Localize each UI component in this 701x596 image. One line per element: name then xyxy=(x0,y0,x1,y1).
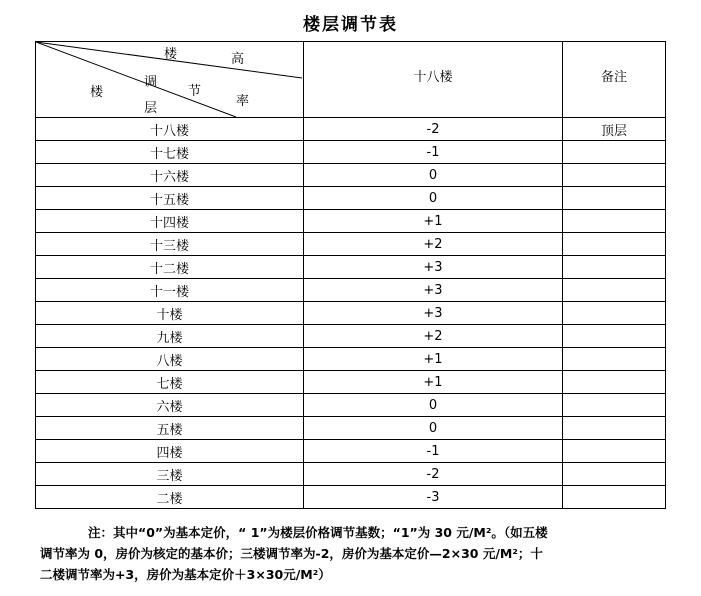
remark-cell xyxy=(563,256,666,279)
footnote xyxy=(40,522,665,585)
rate-cell: +3 xyxy=(304,302,563,325)
table-row xyxy=(36,141,666,164)
remark-cell xyxy=(563,486,666,509)
remark-cell xyxy=(563,141,666,164)
remark-cell xyxy=(563,233,666,256)
floor-cell: 七楼 xyxy=(36,371,304,394)
rate-cell: 0 xyxy=(304,394,563,417)
floor-cell: 三楼 xyxy=(36,463,304,486)
diagonal-header-cell xyxy=(36,42,304,118)
floor-cell: 十楼 xyxy=(36,302,304,325)
remark-cell xyxy=(563,440,666,463)
floor-cell: 二楼 xyxy=(36,486,304,509)
page-title: 楼层调节表 xyxy=(303,15,398,35)
table-row xyxy=(36,394,666,417)
floor-cell: 十八楼 xyxy=(36,118,304,141)
diag-label-mid-2: 节 xyxy=(188,84,202,99)
floor-cell: 十二楼 xyxy=(36,256,304,279)
floor-cell: 五楼 xyxy=(36,417,304,440)
rate-cell: +1 xyxy=(304,210,563,233)
rate-cell: 0 xyxy=(304,187,563,210)
floor-cell: 十三楼 xyxy=(36,233,304,256)
table-row xyxy=(36,463,666,486)
footnote-line-2: 调节率为 0，房价为核定的基本价；三楼调节率为-2，房价为基本定价—2×30 元/M²；十 xyxy=(40,546,543,561)
diag-label-top-2: 高 xyxy=(231,52,245,67)
rate-cell: -2 xyxy=(304,463,563,486)
table-row xyxy=(36,325,666,348)
remark-cell xyxy=(563,348,666,371)
table-row xyxy=(36,279,666,302)
floor-cell: 六楼 xyxy=(36,394,304,417)
remark-cell xyxy=(563,302,666,325)
rate-cell: -3 xyxy=(304,486,563,509)
footnote-line-3: 二楼调节率为+3，房价为基本定价＋3×30元/M²） xyxy=(40,567,331,582)
remark-cell xyxy=(563,371,666,394)
rate-cell: 0 xyxy=(304,164,563,187)
remark-cell xyxy=(563,325,666,348)
rate-cell: -1 xyxy=(304,141,563,164)
table-row xyxy=(36,118,666,141)
table-row xyxy=(36,486,666,509)
remark-cell: 顶层 xyxy=(563,118,666,141)
floor-cell: 十一楼 xyxy=(36,279,304,302)
remark-cell xyxy=(563,210,666,233)
remark-cell xyxy=(563,187,666,210)
table-row xyxy=(36,210,666,233)
table-row xyxy=(36,348,666,371)
floor-cell: 四楼 xyxy=(36,440,304,463)
floor-cell: 十七楼 xyxy=(36,141,304,164)
rate-cell: +2 xyxy=(304,233,563,256)
table-row xyxy=(36,302,666,325)
rate-cell: +3 xyxy=(304,256,563,279)
remark-cell xyxy=(563,463,666,486)
table-row xyxy=(36,417,666,440)
floor-cell: 十六楼 xyxy=(36,164,304,187)
rate-cell: +1 xyxy=(304,371,563,394)
footnote-line-1: 注：其中“0”为基本定价，“ 1”为楼层价格调节基数；“1”为 30 元/M²。（如五楼 xyxy=(88,525,548,540)
diag-label-left-1: 楼 xyxy=(90,85,104,100)
diag-label-top-1: 楼 xyxy=(164,47,178,62)
diag-label-mid-3: 率 xyxy=(236,94,250,109)
table-row xyxy=(36,256,666,279)
floor-cell: 十四楼 xyxy=(36,210,304,233)
column-header-main: 十八楼 xyxy=(304,42,563,118)
diag-label-left-2: 层 xyxy=(144,101,158,116)
floor-adjustment-table xyxy=(35,41,666,509)
remark-cell xyxy=(563,164,666,187)
remark-cell xyxy=(563,279,666,302)
rate-cell: +3 xyxy=(304,279,563,302)
remark-cell xyxy=(563,417,666,440)
rate-cell: -1 xyxy=(304,440,563,463)
rate-cell: +2 xyxy=(304,325,563,348)
floor-cell: 八楼 xyxy=(36,348,304,371)
column-header-note: 备注 xyxy=(563,42,666,118)
table-row xyxy=(36,164,666,187)
table-row xyxy=(36,371,666,394)
table-header-row xyxy=(36,42,666,118)
table-row xyxy=(36,440,666,463)
table-row xyxy=(36,233,666,256)
floor-cell: 十五楼 xyxy=(36,187,304,210)
table-row xyxy=(36,187,666,210)
remark-cell xyxy=(563,394,666,417)
rate-cell: 0 xyxy=(304,417,563,440)
diag-label-mid-1: 调 xyxy=(144,75,158,90)
rate-cell: -2 xyxy=(304,118,563,141)
rate-cell: +1 xyxy=(304,348,563,371)
floor-cell: 九楼 xyxy=(36,325,304,348)
